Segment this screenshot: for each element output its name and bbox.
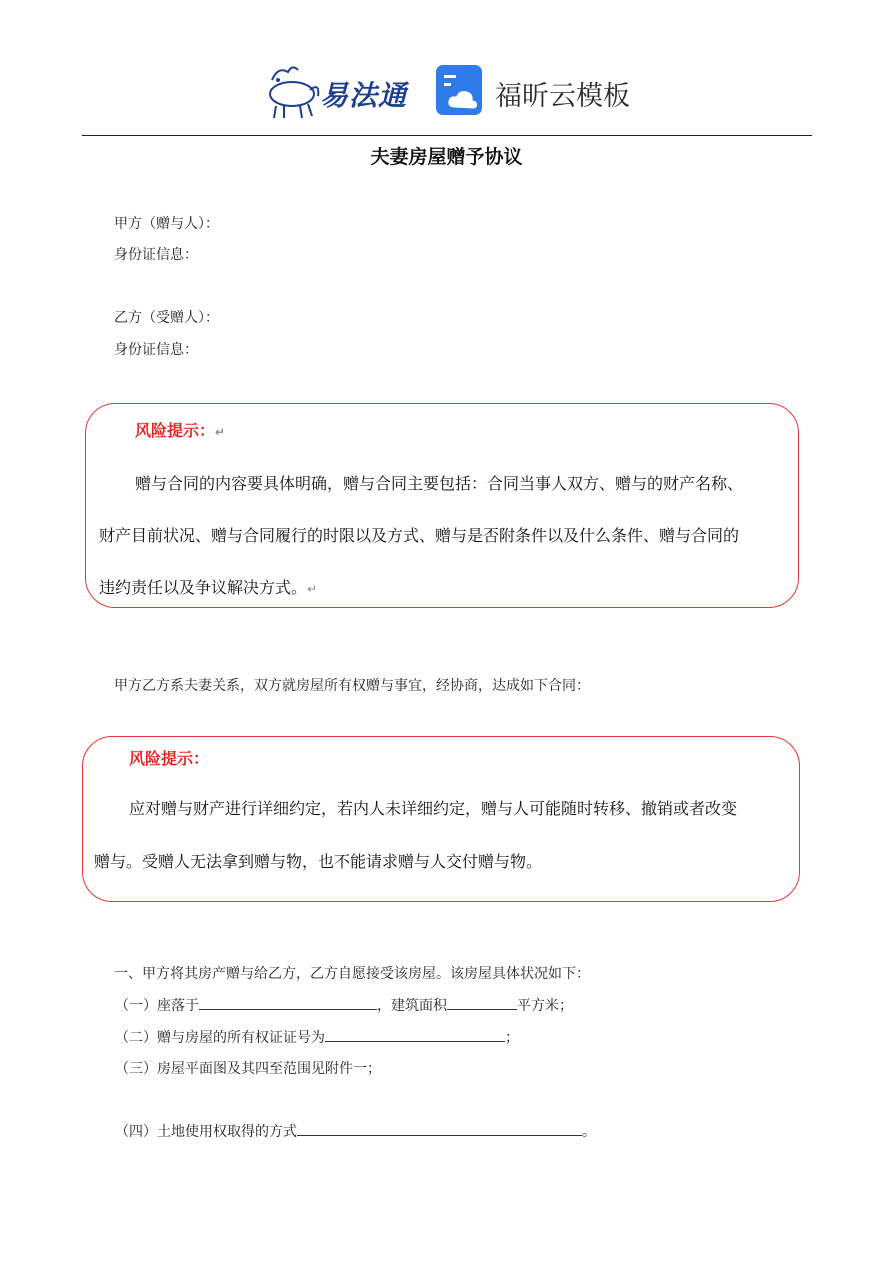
location-blank-field[interactable] xyxy=(199,995,377,1010)
intro-paragraph: 甲方乙方系夫妻关系，双方就房屋所有权赠与事宜，经协商，达成如下合同： xyxy=(114,678,590,694)
party-a-id-label: 身份证信息： xyxy=(114,247,198,263)
item-2-suffix: ； xyxy=(505,1030,519,1046)
qilin-logo-icon xyxy=(262,62,322,120)
risk-notice-line-2: 财产目前状况、赠与合同履行的时限以及方式、赠与是否附条件以及什么条件、赠与合同的 xyxy=(99,526,740,545)
clause-1-item-4 xyxy=(115,1121,596,1141)
cloud-document-icon xyxy=(435,64,485,116)
risk-notice-line-1: 应对赠与财产进行详细约定，若内人未详细约定，赠与人可能随时转移、撤销或者改变 xyxy=(129,799,738,818)
risk-title-text-1: 风险提示： xyxy=(135,421,216,440)
fuxin-logo xyxy=(435,64,635,118)
header xyxy=(0,58,893,124)
fuxin-brand-text: 福昕云模板 xyxy=(495,81,630,112)
risk-notice-line-3 xyxy=(99,575,317,598)
land-use-method-blank-field[interactable] xyxy=(297,1121,582,1136)
item-4-suffix: 。 xyxy=(582,1124,596,1140)
risk-notice-line-3-text: 违约责任以及争议解决方式。 xyxy=(99,578,308,597)
risk-notice-box-1 xyxy=(85,403,799,608)
item-2-prefix: （二）赠与房屋的所有权证证号为 xyxy=(115,1030,325,1046)
clause-1-item-1 xyxy=(115,995,573,1015)
risk-notice-box-2 xyxy=(82,736,800,902)
party-b-label: 乙方（受赠人）： xyxy=(114,310,219,326)
area-blank-field[interactable] xyxy=(447,995,517,1010)
party-b-id-label: 身份证信息： xyxy=(114,342,198,358)
party-a-label: 甲方（赠与人）： xyxy=(114,216,219,232)
yifatong-brand-text: 易法通 xyxy=(320,79,408,112)
return-mark-icon: ↵ xyxy=(307,582,318,596)
clause-1-item-2 xyxy=(115,1027,519,1047)
item-1-prefix: （一）座落于 xyxy=(115,998,199,1014)
clause-1-title: 一、甲方将其房产赠与给乙方，乙方自愿接受该房屋。该房屋具体状况如下： xyxy=(114,966,590,982)
certificate-number-blank-field[interactable] xyxy=(325,1027,505,1042)
risk-notice-line-1: 赠与合同的内容要具体明确，赠与合同主要包括：合同当事人双方、赠与的财产名称、 xyxy=(135,474,744,493)
return-mark-icon: ↵ xyxy=(215,425,226,439)
item-1-suffix: 平方米； xyxy=(517,998,573,1014)
risk-notice-line-2: 赠与。受赠人无法拿到赠与物，也不能请求赠与人交付赠与物。 xyxy=(94,852,543,871)
item-1-middle: ，建筑面积 xyxy=(377,998,447,1014)
yifatong-logo xyxy=(262,62,412,120)
header-divider xyxy=(82,135,812,136)
risk-notice-title-2: 风险提示： xyxy=(129,749,210,768)
clause-1-item-3: （三）房屋平面图及其四至范围见附件一； xyxy=(115,1061,381,1077)
risk-notice-title-1 xyxy=(135,418,225,441)
document-title: 夫妻房屋赠予协议 xyxy=(370,146,523,168)
item-4-prefix: （四）土地使用权取得的方式 xyxy=(115,1124,297,1140)
